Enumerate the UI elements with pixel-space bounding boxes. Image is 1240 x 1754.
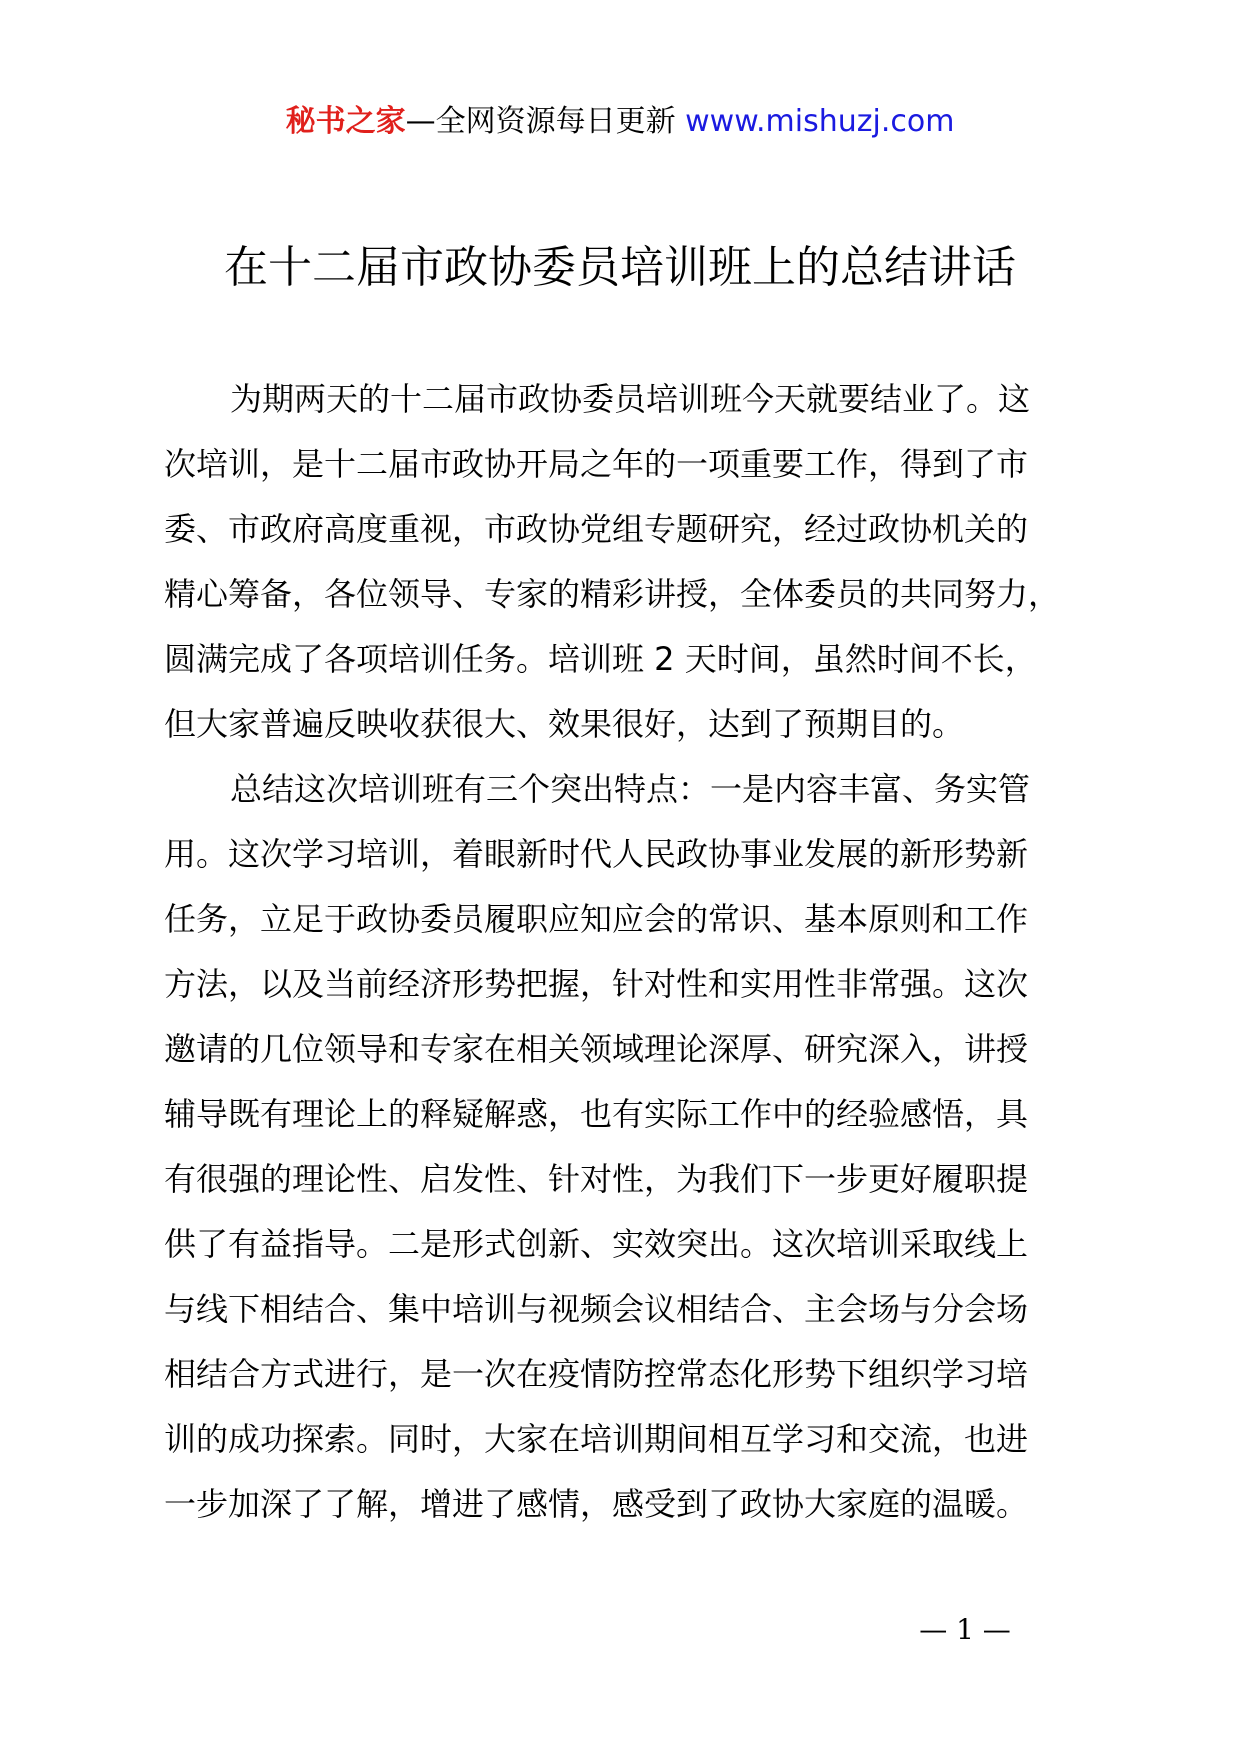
paragraph-line: 但大家普遍反映收获很大、效果很好，达到了预期目的。 xyxy=(164,705,965,743)
paragraph-1 xyxy=(164,367,1109,757)
page-number: — 1 — xyxy=(919,1613,1011,1646)
document-title: 在十二届市政协委员培训班上的总结讲话 xyxy=(224,242,1016,293)
paragraph-line: 方法，以及当前经济形势把握，针对性和实用性非常强。这次 xyxy=(164,965,1029,1003)
paragraph-line: 训的成功探索。同时，大家在培训期间相互学习和交流，也进 xyxy=(164,1420,1029,1458)
header-slogan: —全网资源每日更新 xyxy=(405,104,686,139)
paragraph-line: 委、市政府高度重视，市政协党组专题研究，经过政协机关的 xyxy=(164,510,1029,548)
paragraph-line: 次培训，是十二届市政协开局之年的一项重要工作，得到了市 xyxy=(164,445,1029,483)
paragraph-line: 辅导既有理论上的释疑解惑，也有实际工作中的经验感悟，具 xyxy=(164,1095,1029,1133)
site-url-link[interactable]: www.mishuzj.com xyxy=(685,104,955,139)
paragraph-2 xyxy=(164,757,1109,1537)
paragraph-line: 邀请的几位领导和专家在相关领域理论深厚、研究深入，讲授 xyxy=(164,1030,1029,1068)
brand-name: 秘书之家 xyxy=(285,104,406,139)
paragraph-line: 一步加深了了解，增进了感情，感受到了政协大家庭的温暖。 xyxy=(164,1485,1029,1523)
paragraph-line: 总结这次培训班有三个突出特点：一是内容丰富、务实管 xyxy=(230,770,1031,808)
paragraph-line: 圆满完成了各项培训任务。培训班 2 天时间，虽然时间不长， xyxy=(164,640,1037,678)
paragraph-line: 相结合方式进行，是一次在疫情防控常态化形势下组织学习培 xyxy=(164,1355,1029,1393)
paragraph-line: 用。这次学习培训，着眼新时代人民政协事业发展的新形势新 xyxy=(164,835,1029,873)
paragraph-line: 为期两天的十二届市政协委员培训班今天就要结业了。这 xyxy=(230,380,1031,418)
paragraph-line: 精心筹备，各位领导、专家的精彩讲授，全体委员的共同努力， xyxy=(164,575,1061,613)
site-header xyxy=(0,102,1240,142)
paragraph-line: 与线下相结合、集中培训与视频会议相结合、主会场与分会场 xyxy=(164,1290,1029,1328)
paragraph-line: 任务，立足于政协委员履职应知应会的常识、基本原则和工作 xyxy=(164,900,1029,938)
paragraph-line: 供了有益指导。二是形式创新、实效突出。这次培训采取线上 xyxy=(164,1225,1029,1263)
paragraph-line: 有很强的理论性、启发性、针对性，为我们下一步更好履职提 xyxy=(164,1160,1029,1198)
